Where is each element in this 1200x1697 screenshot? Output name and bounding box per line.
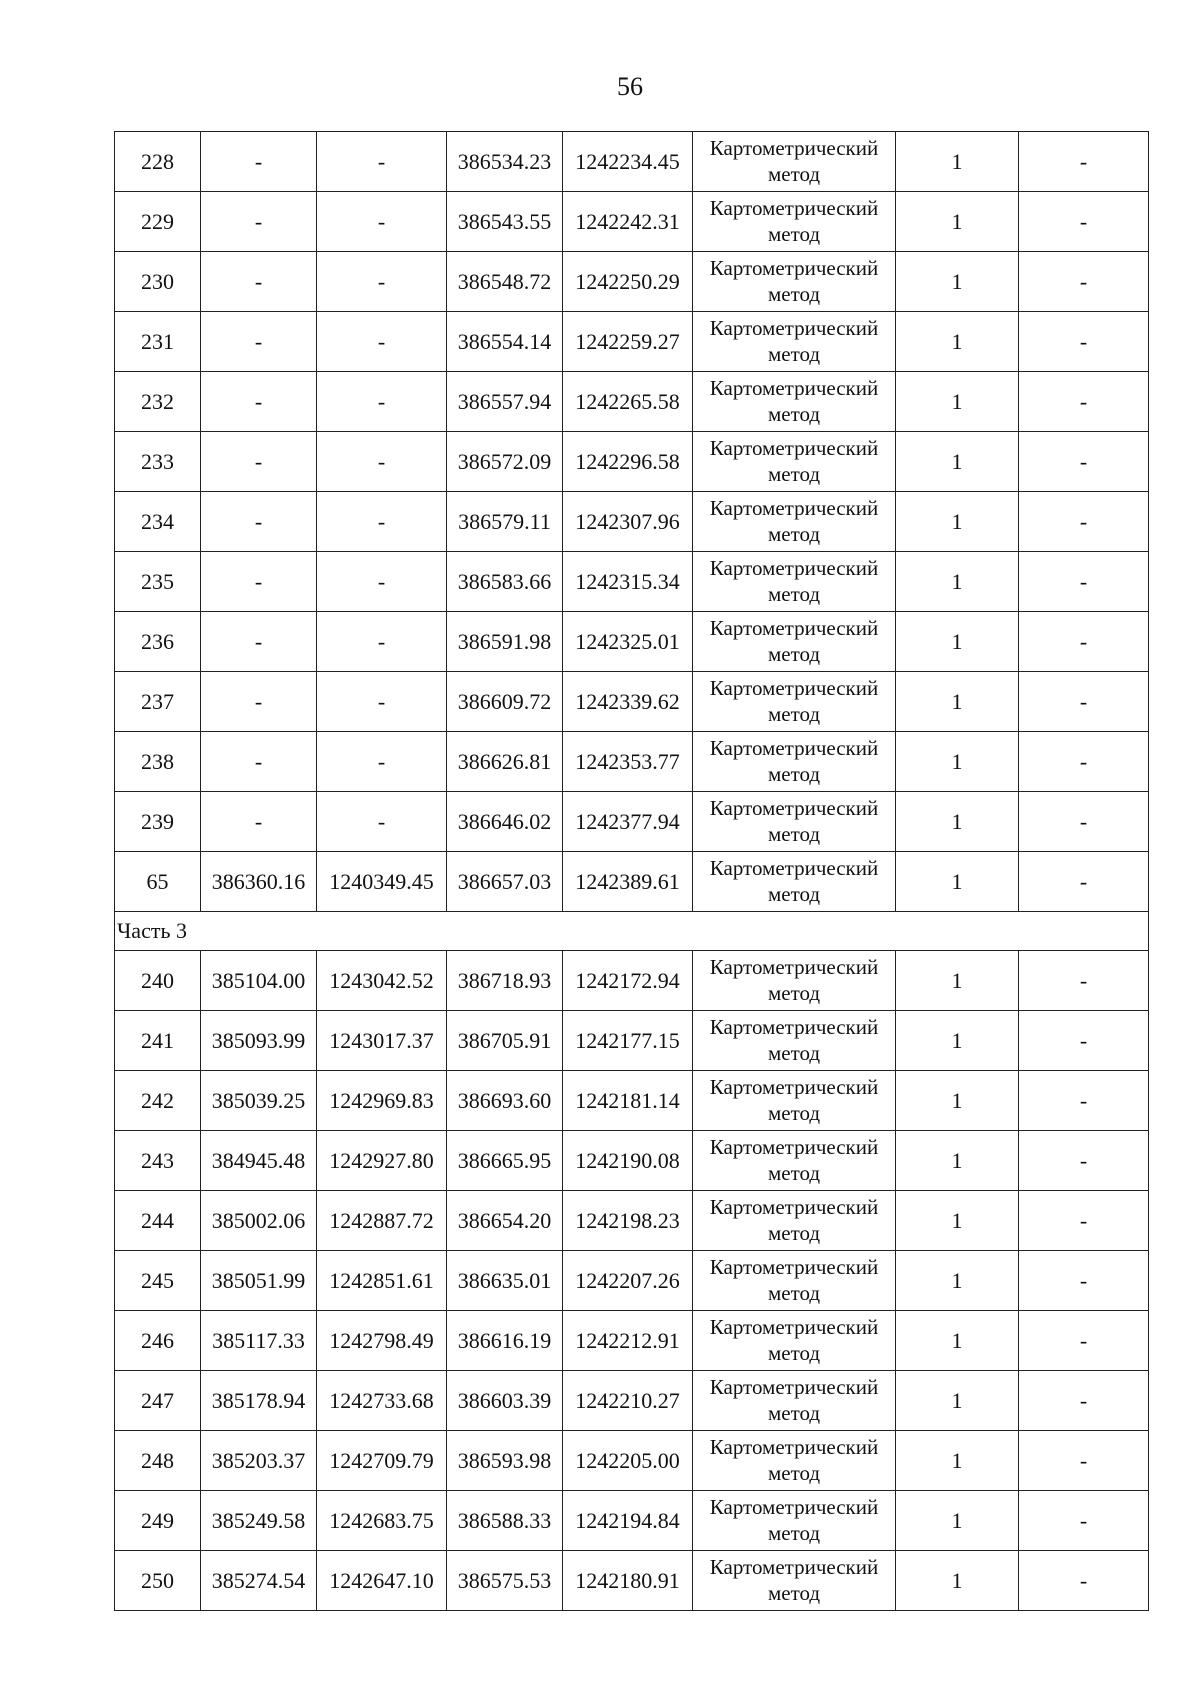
x-existing-cell: 386360.16 <box>201 852 317 912</box>
table-row <box>115 1251 1149 1311</box>
method-cell: Картометрический метод <box>693 192 896 252</box>
x-existing-cell: - <box>201 132 317 192</box>
y-existing-cell: 1242683.75 <box>317 1491 447 1551</box>
x-existing-cell: - <box>201 492 317 552</box>
point-number-cell: 241 <box>115 1011 201 1071</box>
y-existing-cell: 1242733.68 <box>317 1371 447 1431</box>
x-refined-cell: 386575.53 <box>447 1551 563 1611</box>
method-cell: Картометрический метод <box>693 1491 896 1551</box>
y-existing-cell: 1240349.45 <box>317 852 447 912</box>
x-refined-cell: 386616.19 <box>447 1311 563 1371</box>
method-cell: Картометрический метод <box>693 852 896 912</box>
note-cell: - <box>1019 492 1149 552</box>
note-cell: - <box>1019 1311 1149 1371</box>
x-existing-cell: - <box>201 552 317 612</box>
x-refined-cell: 386588.33 <box>447 1491 563 1551</box>
note-cell: - <box>1019 1251 1149 1311</box>
accuracy-cell: 1 <box>896 1311 1019 1371</box>
note-cell: - <box>1019 1551 1149 1611</box>
point-number-cell: 248 <box>115 1431 201 1491</box>
y-refined-cell: 1242325.01 <box>563 612 693 672</box>
note-cell: - <box>1019 672 1149 732</box>
table-row <box>115 1191 1149 1251</box>
table-row <box>115 192 1149 252</box>
x-refined-cell: 386543.55 <box>447 192 563 252</box>
method-cell: Картометрический метод <box>693 672 896 732</box>
x-existing-cell: 385002.06 <box>201 1191 317 1251</box>
accuracy-cell: 1 <box>896 612 1019 672</box>
y-existing-cell: - <box>317 792 447 852</box>
table-row <box>115 612 1149 672</box>
accuracy-cell: 1 <box>896 1191 1019 1251</box>
table-row <box>115 432 1149 492</box>
x-refined-cell: 386557.94 <box>447 372 563 432</box>
y-refined-cell: 1242250.29 <box>563 252 693 312</box>
y-existing-cell: 1242851.61 <box>317 1251 447 1311</box>
point-number-cell: 235 <box>115 552 201 612</box>
method-cell: Картометрический метод <box>693 1071 896 1131</box>
y-existing-cell: - <box>317 312 447 372</box>
x-refined-cell: 386693.60 <box>447 1071 563 1131</box>
y-refined-cell: 1242242.31 <box>563 192 693 252</box>
point-number-cell: 244 <box>115 1191 201 1251</box>
accuracy-cell: 1 <box>896 792 1019 852</box>
y-existing-cell: - <box>317 552 447 612</box>
note-cell: - <box>1019 1071 1149 1131</box>
accuracy-cell: 1 <box>896 312 1019 372</box>
method-cell: Картометрический метод <box>693 951 896 1011</box>
x-existing-cell: 385104.00 <box>201 951 317 1011</box>
y-refined-cell: 1242181.14 <box>563 1071 693 1131</box>
y-refined-cell: 1242353.77 <box>563 732 693 792</box>
y-refined-cell: 1242207.26 <box>563 1251 693 1311</box>
accuracy-cell: 1 <box>896 1131 1019 1191</box>
accuracy-cell: 1 <box>896 1011 1019 1071</box>
accuracy-cell: 1 <box>896 372 1019 432</box>
note-cell: - <box>1019 1491 1149 1551</box>
point-number-cell: 243 <box>115 1131 201 1191</box>
y-refined-cell: 1242212.91 <box>563 1311 693 1371</box>
y-existing-cell: 1242798.49 <box>317 1311 447 1371</box>
x-existing-cell: 385117.33 <box>201 1311 317 1371</box>
x-refined-cell: 386657.03 <box>447 852 563 912</box>
table-body <box>115 132 1149 1611</box>
method-cell: Картометрический метод <box>693 792 896 852</box>
table-row <box>115 492 1149 552</box>
method-cell: Картометрический метод <box>693 1371 896 1431</box>
x-refined-cell: 386646.02 <box>447 792 563 852</box>
section-label: Часть 3 <box>115 912 1149 951</box>
x-refined-cell: 386609.72 <box>447 672 563 732</box>
note-cell: - <box>1019 552 1149 612</box>
accuracy-cell: 1 <box>896 492 1019 552</box>
x-existing-cell: - <box>201 672 317 732</box>
accuracy-cell: 1 <box>896 1071 1019 1131</box>
table-row <box>115 552 1149 612</box>
method-cell: Картометрический метод <box>693 1011 896 1071</box>
y-refined-cell: 1242198.23 <box>563 1191 693 1251</box>
point-number-cell: 250 <box>115 1551 201 1611</box>
y-existing-cell: - <box>317 372 447 432</box>
y-refined-cell: 1242180.91 <box>563 1551 693 1611</box>
table-row <box>115 1431 1149 1491</box>
method-cell: Картометрический метод <box>693 1131 896 1191</box>
point-number-cell: 239 <box>115 792 201 852</box>
method-cell: Картометрический метод <box>693 492 896 552</box>
y-existing-cell: 1243017.37 <box>317 1011 447 1071</box>
y-refined-cell: 1242389.61 <box>563 852 693 912</box>
y-existing-cell: - <box>317 492 447 552</box>
method-cell: Картометрический метод <box>693 432 896 492</box>
x-existing-cell: 385249.58 <box>201 1491 317 1551</box>
y-refined-cell: 1242339.62 <box>563 672 693 732</box>
method-cell: Картометрический метод <box>693 612 896 672</box>
note-cell: - <box>1019 792 1149 852</box>
y-refined-cell: 1242190.08 <box>563 1131 693 1191</box>
accuracy-cell: 1 <box>896 192 1019 252</box>
x-refined-cell: 386635.01 <box>447 1251 563 1311</box>
y-refined-cell: 1242296.58 <box>563 432 693 492</box>
y-refined-cell: 1242205.00 <box>563 1431 693 1491</box>
x-refined-cell: 386654.20 <box>447 1191 563 1251</box>
y-existing-cell: 1242887.72 <box>317 1191 447 1251</box>
method-cell: Картометрический метод <box>693 1251 896 1311</box>
x-existing-cell: 385274.54 <box>201 1551 317 1611</box>
note-cell: - <box>1019 612 1149 672</box>
x-existing-cell: 384945.48 <box>201 1131 317 1191</box>
method-cell: Картометрический метод <box>693 732 896 792</box>
note-cell: - <box>1019 252 1149 312</box>
point-number-cell: 229 <box>115 192 201 252</box>
point-number-cell: 230 <box>115 252 201 312</box>
point-number-cell: 228 <box>115 132 201 192</box>
accuracy-cell: 1 <box>896 432 1019 492</box>
x-existing-cell: - <box>201 192 317 252</box>
point-number-cell: 240 <box>115 951 201 1011</box>
y-existing-cell: - <box>317 432 447 492</box>
table-row <box>115 1071 1149 1131</box>
table-row <box>115 732 1149 792</box>
y-refined-cell: 1242194.84 <box>563 1491 693 1551</box>
y-existing-cell: - <box>317 192 447 252</box>
x-existing-cell: - <box>201 432 317 492</box>
table-row <box>115 1311 1149 1371</box>
y-refined-cell: 1242177.15 <box>563 1011 693 1071</box>
y-existing-cell: 1243042.52 <box>317 951 447 1011</box>
x-refined-cell: 386603.39 <box>447 1371 563 1431</box>
x-refined-cell: 386626.81 <box>447 732 563 792</box>
table-row <box>115 792 1149 852</box>
y-existing-cell: - <box>317 732 447 792</box>
y-refined-cell: 1242172.94 <box>563 951 693 1011</box>
point-number-cell: 245 <box>115 1251 201 1311</box>
y-existing-cell: 1242969.83 <box>317 1071 447 1131</box>
table-row <box>115 672 1149 732</box>
method-cell: Картометрический метод <box>693 1191 896 1251</box>
x-existing-cell: - <box>201 252 317 312</box>
accuracy-cell: 1 <box>896 1431 1019 1491</box>
method-cell: Картометрический метод <box>693 1551 896 1611</box>
table-row <box>115 1491 1149 1551</box>
note-cell: - <box>1019 1011 1149 1071</box>
y-refined-cell: 1242315.34 <box>563 552 693 612</box>
y-refined-cell: 1242265.58 <box>563 372 693 432</box>
note-cell: - <box>1019 852 1149 912</box>
x-refined-cell: 386705.91 <box>447 1011 563 1071</box>
y-existing-cell: 1242927.80 <box>317 1131 447 1191</box>
table-row <box>115 1011 1149 1071</box>
x-existing-cell: - <box>201 312 317 372</box>
table-row <box>115 1131 1149 1191</box>
method-cell: Картометрический метод <box>693 252 896 312</box>
table-row <box>115 132 1149 192</box>
table-row <box>115 951 1149 1011</box>
accuracy-cell: 1 <box>896 951 1019 1011</box>
table-row <box>115 1551 1149 1611</box>
point-number-cell: 232 <box>115 372 201 432</box>
table-row <box>115 252 1149 312</box>
method-cell: Картометрический метод <box>693 1431 896 1491</box>
y-existing-cell: - <box>317 672 447 732</box>
note-cell: - <box>1019 951 1149 1011</box>
note-cell: - <box>1019 432 1149 492</box>
note-cell: - <box>1019 1131 1149 1191</box>
point-number-cell: 234 <box>115 492 201 552</box>
accuracy-cell: 1 <box>896 672 1019 732</box>
y-refined-cell: 1242210.27 <box>563 1371 693 1431</box>
coordinates-table <box>114 131 1149 1611</box>
method-cell: Картометрический метод <box>693 312 896 372</box>
y-existing-cell: 1242709.79 <box>317 1431 447 1491</box>
x-refined-cell: 386579.11 <box>447 492 563 552</box>
accuracy-cell: 1 <box>896 1551 1019 1611</box>
x-refined-cell: 386593.98 <box>447 1431 563 1491</box>
accuracy-cell: 1 <box>896 732 1019 792</box>
y-refined-cell: 1242377.94 <box>563 792 693 852</box>
x-existing-cell: 385051.99 <box>201 1251 317 1311</box>
method-cell: Картометрический метод <box>693 132 896 192</box>
x-refined-cell: 386554.14 <box>447 312 563 372</box>
point-number-cell: 249 <box>115 1491 201 1551</box>
y-refined-cell: 1242259.27 <box>563 312 693 372</box>
x-existing-cell: - <box>201 612 317 672</box>
x-existing-cell: - <box>201 372 317 432</box>
point-number-cell: 247 <box>115 1371 201 1431</box>
method-cell: Картометрический метод <box>693 552 896 612</box>
point-number-cell: 242 <box>115 1071 201 1131</box>
accuracy-cell: 1 <box>896 252 1019 312</box>
accuracy-cell: 1 <box>896 552 1019 612</box>
point-number-cell: 231 <box>115 312 201 372</box>
y-refined-cell: 1242234.45 <box>563 132 693 192</box>
x-existing-cell: 385039.25 <box>201 1071 317 1131</box>
table-row <box>115 1371 1149 1431</box>
method-cell: Картометрический метод <box>693 372 896 432</box>
accuracy-cell: 1 <box>896 1251 1019 1311</box>
y-existing-cell: - <box>317 252 447 312</box>
x-refined-cell: 386548.72 <box>447 252 563 312</box>
accuracy-cell: 1 <box>896 132 1019 192</box>
note-cell: - <box>1019 1191 1149 1251</box>
note-cell: - <box>1019 732 1149 792</box>
method-cell: Картометрический метод <box>693 1311 896 1371</box>
x-refined-cell: 386534.23 <box>447 132 563 192</box>
y-existing-cell: 1242647.10 <box>317 1551 447 1611</box>
table-row <box>115 312 1149 372</box>
x-refined-cell: 386665.95 <box>447 1131 563 1191</box>
point-number-cell: 233 <box>115 432 201 492</box>
accuracy-cell: 1 <box>896 1371 1019 1431</box>
table-row <box>115 852 1149 912</box>
point-number-cell: 238 <box>115 732 201 792</box>
point-number-cell: 237 <box>115 672 201 732</box>
point-number-cell: 236 <box>115 612 201 672</box>
point-number-cell: 65 <box>115 852 201 912</box>
y-refined-cell: 1242307.96 <box>563 492 693 552</box>
page-number: 56 <box>617 72 643 101</box>
section-row <box>115 912 1149 951</box>
note-cell: - <box>1019 1371 1149 1431</box>
note-cell: - <box>1019 192 1149 252</box>
x-existing-cell: 385178.94 <box>201 1371 317 1431</box>
note-cell: - <box>1019 1431 1149 1491</box>
accuracy-cell: 1 <box>896 1491 1019 1551</box>
y-existing-cell: - <box>317 612 447 672</box>
accuracy-cell: 1 <box>896 852 1019 912</box>
y-existing-cell: - <box>317 132 447 192</box>
x-refined-cell: 386718.93 <box>447 951 563 1011</box>
x-existing-cell: - <box>201 792 317 852</box>
note-cell: - <box>1019 312 1149 372</box>
point-number-cell: 246 <box>115 1311 201 1371</box>
table-row <box>115 372 1149 432</box>
x-refined-cell: 386591.98 <box>447 612 563 672</box>
x-existing-cell: 385203.37 <box>201 1431 317 1491</box>
x-refined-cell: 386583.66 <box>447 552 563 612</box>
note-cell: - <box>1019 372 1149 432</box>
x-existing-cell: - <box>201 732 317 792</box>
x-refined-cell: 386572.09 <box>447 432 563 492</box>
note-cell: - <box>1019 132 1149 192</box>
x-existing-cell: 385093.99 <box>201 1011 317 1071</box>
